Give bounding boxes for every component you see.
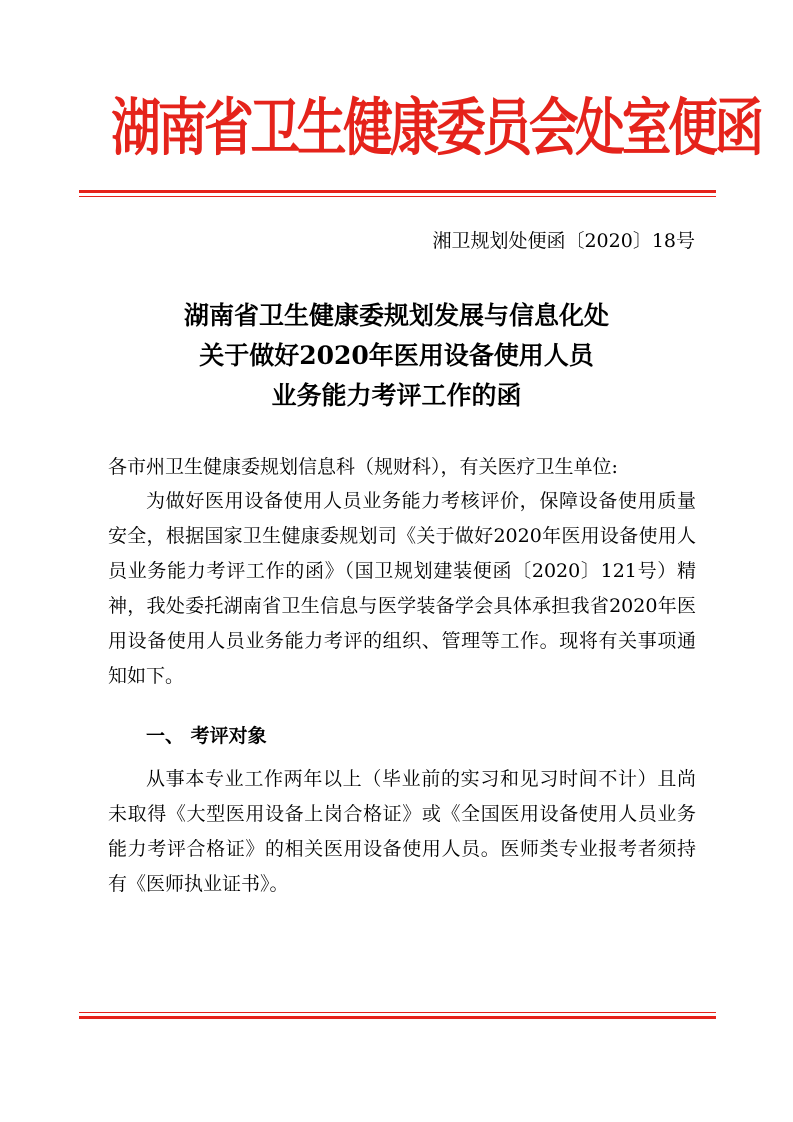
title-line-2: 关于做好2020年医用设备使用人员: [199, 341, 594, 370]
title-line-3: 业务能力考评工作的函: [271, 381, 522, 410]
letterhead-rule-thin: [79, 196, 716, 197]
body-paragraph-1: 为做好医用设备使用人员业务能力考核评价，保障设备使用质量安全，根据国家卫生健康委规划司《关于做好2020年医用设备使用人员业务能力考评工作的函》（国卫规划建装便函〔2020〕121号）精神，我处委托湖南省卫生信息与医学装备学会具体承担我省2020年医用设备使用人员业务能力考评的组织、管理等工作。现将有关事项通知如下。: [108, 490, 696, 687]
body-paragraph-2: 从事本专业工作两年以上（毕业前的实习和见习时间不计）且尚未取得《大型医用设备上岗合格证》或《全国医用设备使用人员业务能力考评合格证》的相关医用设备使用人员。医师类专业报考者须持有《医师执业证书》。: [108, 768, 696, 895]
document-title: [100, 296, 693, 416]
letterhead-title: 湖南省卫生健康委员会处室便函: [111, 91, 761, 164]
document-number: 湘卫规划处便函〔2020〕18号: [432, 230, 695, 252]
letterhead-rule-thick: [79, 190, 716, 193]
footer-rule-thick: [79, 1016, 716, 1019]
salutation: 各市州卫生健康委规划信息科（规财科），有关医疗卫生单位:: [108, 456, 618, 478]
section-heading-1: 一、 考评对象: [146, 725, 267, 747]
footer-rule-thin: [79, 1012, 716, 1013]
title-line-1: 湖南省卫生健康委规划发展与信息化处: [183, 301, 609, 330]
